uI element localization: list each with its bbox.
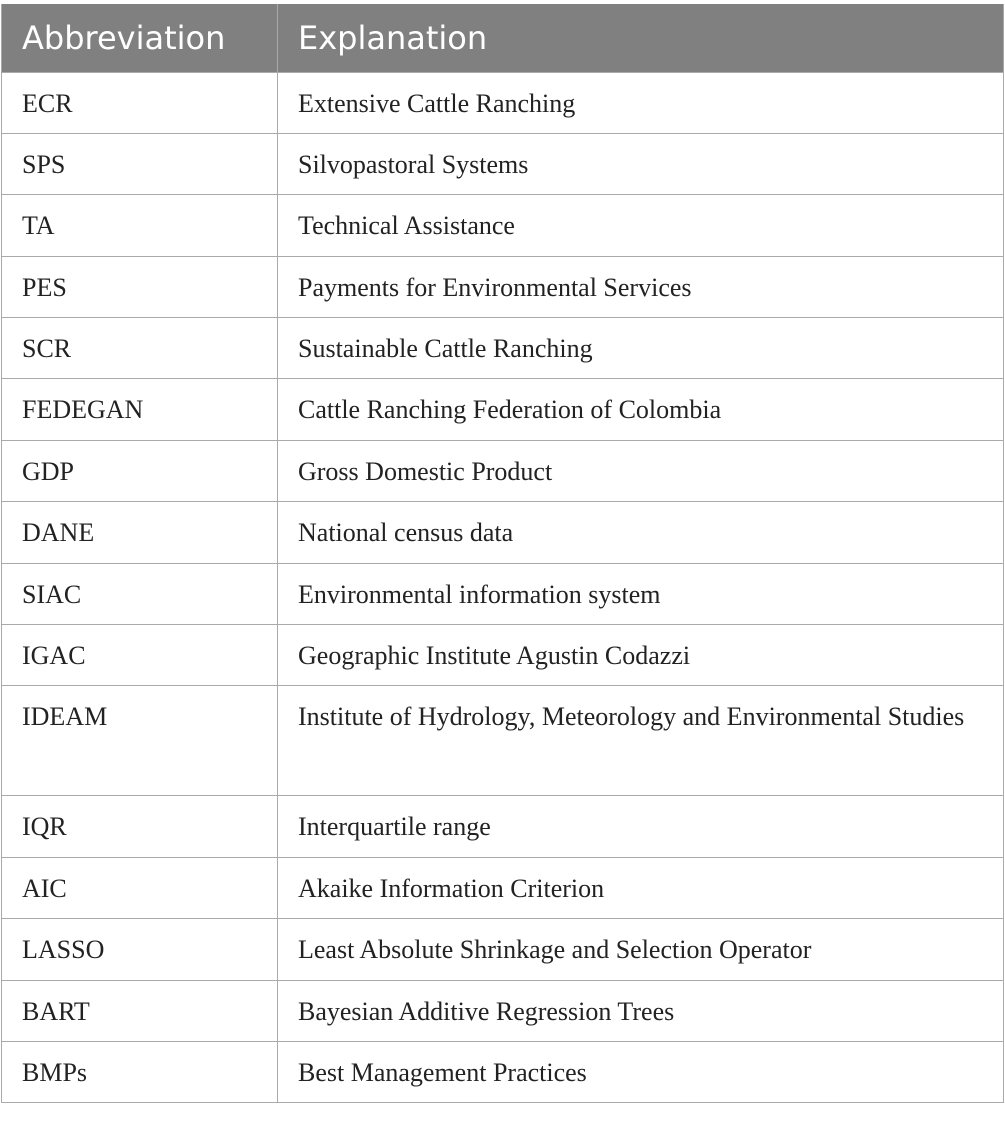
explanation-cell: Akaike Information Criterion (278, 857, 1004, 918)
table-row (2, 563, 1004, 624)
table-row (2, 195, 1004, 256)
table-row (2, 318, 1004, 379)
table-row (2, 686, 1004, 796)
explanation-cell: Geographic Institute Agustin Codazzi (278, 625, 1004, 686)
table-row (2, 625, 1004, 686)
abbreviations-table (1, 4, 1004, 1103)
abbreviation-cell: SIAC (2, 563, 278, 624)
explanation-cell: Sustainable Cattle Ranching (278, 318, 1004, 379)
abbreviation-cell: DANE (2, 502, 278, 563)
abbreviation-cell: GDP (2, 440, 278, 501)
explanation-cell: Gross Domestic Product (278, 440, 1004, 501)
explanation-cell: Technical Assistance (278, 195, 1004, 256)
table-row (2, 1041, 1004, 1102)
header-abbreviation: Abbreviation (2, 4, 278, 72)
table-row (2, 379, 1004, 440)
explanation-cell: Interquartile range (278, 796, 1004, 857)
abbreviation-cell: BMPs (2, 1041, 278, 1102)
abbreviation-cell: BART (2, 980, 278, 1041)
abbreviation-cell: SCR (2, 318, 278, 379)
explanation-cell: Institute of Hydrology, Meteorology and Environmental Studies (278, 686, 1004, 796)
abbreviation-cell: IGAC (2, 625, 278, 686)
table-row (2, 502, 1004, 563)
abbreviation-cell: TA (2, 195, 278, 256)
explanation-cell: Best Management Practices (278, 1041, 1004, 1102)
abbreviation-cell: SPS (2, 133, 278, 194)
explanation-cell: Bayesian Additive Regression Trees (278, 980, 1004, 1041)
table-row (2, 133, 1004, 194)
abbreviation-cell: FEDEGAN (2, 379, 278, 440)
explanation-cell: Cattle Ranching Federation of Colombia (278, 379, 1004, 440)
table-row (2, 980, 1004, 1041)
explanation-cell: Extensive Cattle Ranching (278, 72, 1004, 133)
table-row (2, 256, 1004, 317)
explanation-cell: Least Absolute Shrinkage and Selection Operator (278, 919, 1004, 980)
abbreviation-cell: ECR (2, 72, 278, 133)
table-row (2, 440, 1004, 501)
abbreviation-cell: AIC (2, 857, 278, 918)
table-row (2, 919, 1004, 980)
table-row (2, 72, 1004, 133)
table-row (2, 796, 1004, 857)
explanation-cell: National census data (278, 502, 1004, 563)
explanation-cell: Silvopastoral Systems (278, 133, 1004, 194)
abbreviation-cell: LASSO (2, 919, 278, 980)
header-row (2, 4, 1004, 72)
abbreviation-cell: PES (2, 256, 278, 317)
explanation-cell: Environmental information system (278, 563, 1004, 624)
header-explanation: Explanation (278, 4, 1004, 72)
abbreviation-cell: IDEAM (2, 686, 278, 796)
table-row (2, 857, 1004, 918)
abbreviation-cell: IQR (2, 796, 278, 857)
explanation-cell: Payments for Environmental Services (278, 256, 1004, 317)
